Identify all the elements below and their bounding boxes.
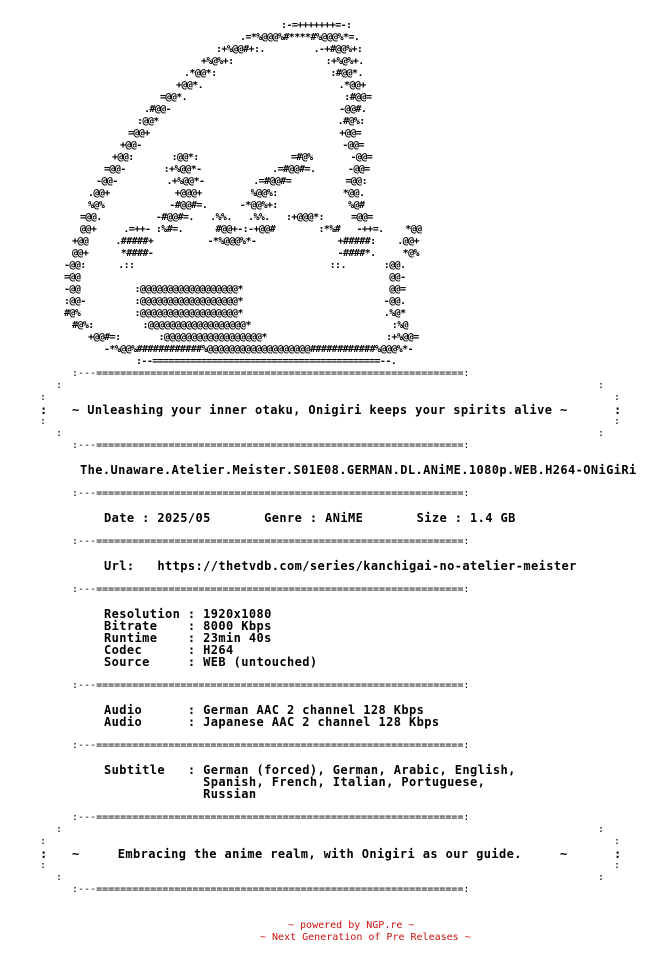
nfo-text: ~ powered by NGP.re ~: [288, 920, 415, 931]
ascii-art-line: [0, 344, 672, 356]
nfo-text: .=*%@@@%#****#%@@@%*=.: [240, 32, 360, 43]
blank-line: [0, 524, 672, 536]
nfo-text: :---=============================================================:: [72, 680, 470, 691]
border-glyph: :: [614, 847, 622, 861]
nfo-text: :@@- :@@@@@@@@@@@@@@@@@@* -@@.: [64, 296, 406, 307]
separator-line: [0, 740, 672, 752]
blank-line: [0, 860, 672, 872]
release-name: [0, 464, 672, 476]
nfo-text: :---=============================================================:: [72, 368, 470, 379]
nfo-text: :---=============================================================:: [72, 440, 470, 451]
url-line: [0, 560, 672, 572]
border-glyph: :: [40, 416, 47, 427]
video-info-line: [0, 608, 672, 620]
separator-line: [0, 536, 672, 548]
blank-line: [0, 728, 672, 740]
ascii-art-line: [0, 224, 672, 236]
footer-powered-by: [0, 920, 672, 932]
nfo-text: @@+ .=++- :%#=. #@@+-:-+@@# :*%# -++=. *@@: [80, 224, 422, 235]
ascii-art-line: [0, 80, 672, 92]
ascii-art-line: [0, 32, 672, 44]
border-glyph: :: [56, 824, 63, 835]
separator-line: [0, 680, 672, 692]
blank-line: [0, 872, 672, 884]
video-info-line: [0, 656, 672, 668]
nfo-text: +%@%+: :+%@%+.: [201, 56, 364, 67]
blank-line: [0, 824, 672, 836]
nfo-text: #@% :@@@@@@@@@@@@@@@@@@* .%@*: [64, 308, 406, 319]
separator-line: [0, 368, 672, 380]
blank-line: [0, 800, 672, 812]
slogan-bottom: [0, 848, 672, 860]
ascii-art-line: [0, 68, 672, 80]
blank-line: [0, 476, 672, 488]
border-glyph: :: [614, 416, 621, 427]
blank-line: [0, 416, 672, 428]
nfo-text: %@% -#@@#=. -*@@%+: %@#: [88, 200, 365, 211]
blank-line: [0, 896, 672, 908]
ascii-art-line: [0, 104, 672, 116]
nfo-text: -*%@@%############%@@@@@@@@@@@@@@@@@@@############%@@@%*-: [104, 344, 413, 355]
ascii-art-line: [0, 308, 672, 320]
separator-line: [0, 488, 672, 500]
nfo-text: :---=============================================================:: [72, 884, 470, 895]
video-info-line: [0, 644, 672, 656]
ascii-art-line: [0, 272, 672, 284]
nfo-text: Audio : Japanese AAC 2 channel 128 Kbps: [104, 715, 440, 729]
video-info-line: [0, 620, 672, 632]
nfo-text: :---=============================================================:: [72, 740, 470, 751]
nfo-text: Audio : German AAC 2 channel 128 Kbps: [104, 703, 425, 717]
nfo-text: =@@ @@-: [64, 272, 406, 283]
nfo-text: :-=+++++++=-:: [281, 20, 352, 31]
nfo-text: -@@ :@@@@@@@@@@@@@@@@@@* @@=: [64, 284, 406, 295]
nfo-text: :--==========================================--.: [136, 356, 397, 367]
border-glyph: :: [598, 428, 605, 439]
ascii-art-line: [0, 164, 672, 176]
nfo-text: Url: https://thetvdb.com/series/kanchigai-no-atelier-meister: [104, 559, 577, 573]
ascii-art-line: [0, 332, 672, 344]
audio-info-line: [0, 716, 672, 728]
nfo-text: Resolution : 1920x1080: [104, 607, 272, 621]
ascii-art-line: [0, 320, 672, 332]
nfo-text: Spanish, French, Italian, Portuguese,: [104, 775, 486, 789]
ascii-art-line: [0, 128, 672, 140]
ascii-art-line: [0, 260, 672, 272]
border-glyph: :: [56, 872, 63, 883]
nfo-text: :---=============================================================:: [72, 812, 470, 823]
video-info-line: [0, 632, 672, 644]
nfo-text: Source : WEB (untouched): [104, 655, 318, 669]
nfo-text: =@@- :+%@@*- .=#@@#=. -@@=: [104, 164, 370, 175]
border-glyph: :: [614, 860, 621, 871]
ascii-art-line: [0, 92, 672, 104]
nfo-text: =@@+ +@@=: [128, 128, 362, 139]
nfo-text: .@@+ +@@@+ %@@%: *@@.: [88, 188, 365, 199]
nfo-text: Russian: [104, 787, 257, 801]
border-glyph: :: [40, 392, 47, 403]
footer-tagline: [0, 932, 672, 944]
date-genre-size-line: [0, 512, 672, 524]
border-glyph: :: [598, 872, 605, 883]
nfo-text: Runtime : 23min 40s: [104, 631, 272, 645]
nfo-text: +@@*. .*@@+: [176, 80, 366, 91]
nfo-document: [0, 20, 672, 944]
nfo-text: Bitrate : 8000 Kbps: [104, 619, 272, 633]
nfo-text: .#@@- -@@#.: [144, 104, 367, 115]
border-glyph: :: [614, 836, 621, 847]
ascii-art-line: [0, 152, 672, 164]
ascii-art-line: [0, 116, 672, 128]
ascii-art-line: [0, 44, 672, 56]
ascii-art-line: [0, 56, 672, 68]
border-glyph: :: [40, 403, 48, 417]
slogan-top: [0, 404, 672, 416]
nfo-text: :---=============================================================:: [72, 584, 470, 595]
border-glyph: :: [598, 380, 605, 391]
ascii-art-line: [0, 200, 672, 212]
nfo-text: :---=============================================================:: [72, 488, 470, 499]
ascii-art-line: [0, 188, 672, 200]
separator-line: [0, 884, 672, 896]
subtitle-info-line: [0, 776, 672, 788]
subtitle-info-line: [0, 788, 672, 800]
ascii-art-line: [0, 356, 672, 368]
border-glyph: :: [56, 380, 63, 391]
ascii-art-line: [0, 236, 672, 248]
blank-line: [0, 428, 672, 440]
blank-line: [0, 572, 672, 584]
nfo-text: +@@#=: :@@@@@@@@@@@@@@@@@@* :+%@@=: [88, 332, 419, 343]
blank-line: [0, 380, 672, 392]
nfo-text: :@@* .#@%:: [137, 116, 365, 127]
border-glyph: :: [40, 847, 48, 861]
nfo-text: Subtitle : German (forced), German, Arabic, English,: [104, 763, 516, 777]
ascii-art-line: [0, 212, 672, 224]
ascii-art-line: [0, 176, 672, 188]
blank-line: [0, 908, 672, 920]
nfo-text: ~ Embracing the anime realm, with Onigiri as our guide. ~: [72, 847, 568, 861]
blank-line: [0, 668, 672, 680]
separator-line: [0, 812, 672, 824]
nfo-text: .*@@*: :#@@*.: [184, 68, 363, 79]
nfo-text: =@@*. :#@@=: [160, 92, 372, 103]
border-glyph: :: [56, 428, 63, 439]
border-glyph: :: [598, 824, 605, 835]
nfo-text: Date : 2025/05 Genre : ANiME Size : 1.4 GB: [104, 511, 516, 525]
nfo-text: The.Unaware.Atelier.Meister.S01E08.GERMAN.DL.ANiME.1080p.WEB.H264-ONiGiRi: [80, 463, 637, 477]
ascii-art-line: [0, 296, 672, 308]
blank-line: [0, 596, 672, 608]
ascii-art-line: [0, 284, 672, 296]
border-glyph: :: [40, 860, 47, 871]
nfo-text: -@@: .:: ::. :@@.: [64, 260, 406, 271]
separator-line: [0, 584, 672, 596]
ascii-art-line: [0, 20, 672, 32]
border-glyph: :: [614, 403, 622, 417]
ascii-art-line: [0, 248, 672, 260]
border-glyph: :: [40, 836, 47, 847]
nfo-text: :+%@@#+:. .-+#@@%+:: [216, 44, 363, 55]
separator-line: [0, 440, 672, 452]
nfo-text: +@@- -@@=: [120, 140, 364, 151]
nfo-text: #@%: :@@@@@@@@@@@@@@@@@@* :%@: [72, 320, 409, 331]
nfo-text: +@@: :@@*: =#@% -@@=: [112, 152, 373, 163]
nfo-text: Codec : H264: [104, 643, 234, 657]
nfo-text: ~ Next Generation of Pre Releases ~: [260, 932, 471, 943]
nfo-text: :---=============================================================:: [72, 536, 470, 547]
nfo-text: -@@- .+%@@*- .=#@@#= =@@:: [96, 176, 368, 187]
nfo-text: =@@. -#@@#=. .%%. .%%. :+@@@*: =@@=: [80, 212, 373, 223]
border-glyph: :: [614, 392, 621, 403]
nfo-text: @@+ *####- -####*. *@%: [72, 248, 419, 259]
nfo-text: ~ Unleashing your inner otaku, Onigiri keeps your spirits alive ~: [72, 403, 568, 417]
nfo-text: +@@ .#####+ -*%@@@%*- +#####: .@@+: [72, 236, 419, 247]
ascii-art-line: [0, 140, 672, 152]
